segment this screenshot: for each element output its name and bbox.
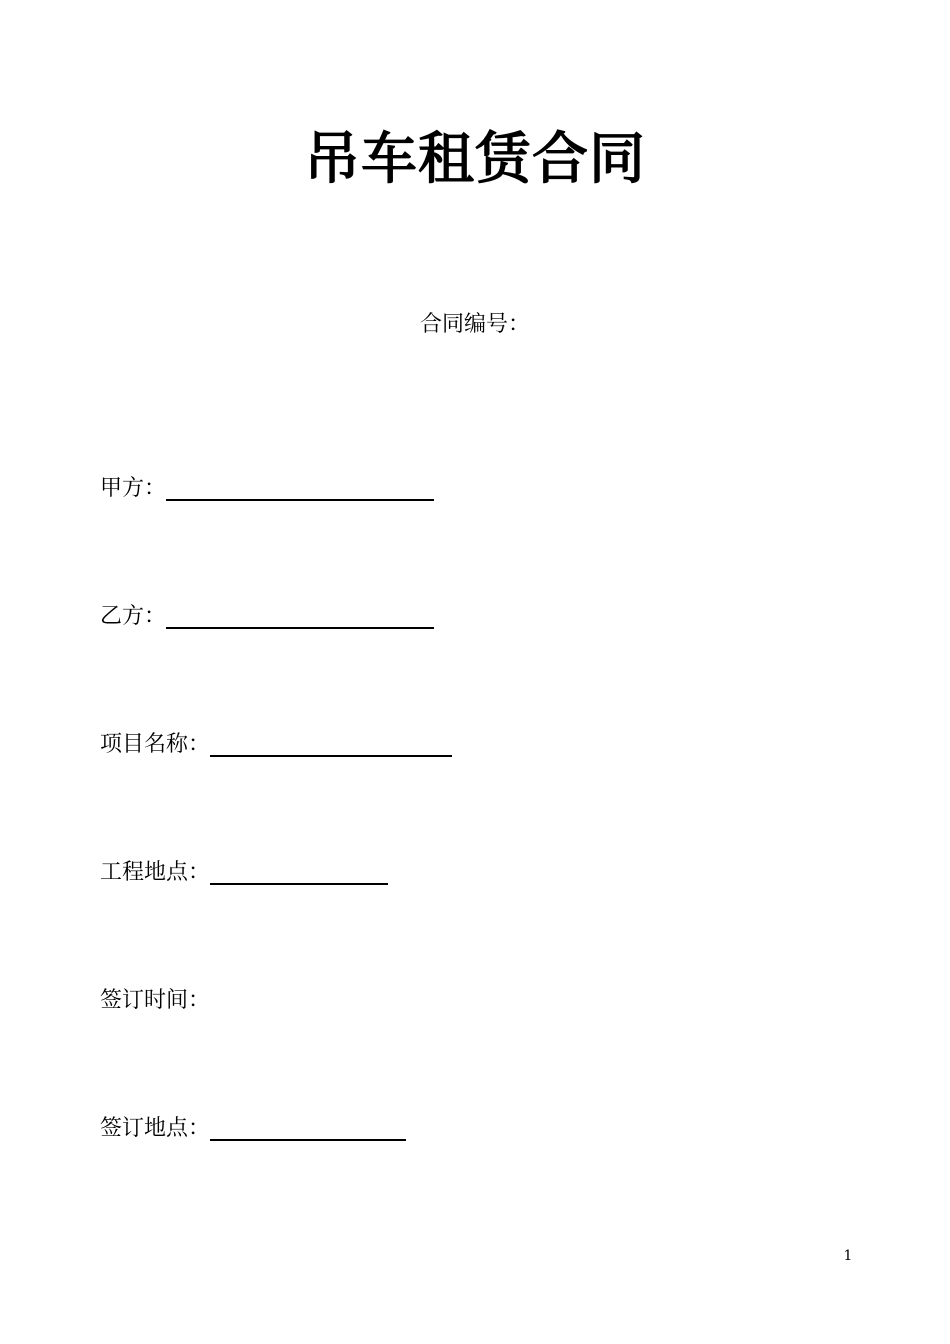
project-location-label: 工程地点： bbox=[100, 860, 211, 885]
signing-time-field bbox=[100, 984, 210, 1016]
signing-place-field bbox=[100, 1112, 406, 1144]
party-a-label: 甲方： bbox=[100, 476, 167, 501]
page-number: 1 bbox=[843, 1248, 853, 1264]
project-name-field bbox=[100, 728, 452, 760]
party-b-field bbox=[100, 600, 434, 632]
project-location-field bbox=[100, 856, 388, 888]
project-name-blank-line bbox=[210, 733, 452, 757]
party-a-blank-line bbox=[166, 477, 434, 501]
party-a-field bbox=[100, 472, 434, 504]
document-title: 吊车租赁合同 bbox=[304, 127, 646, 192]
contract-number-label: 合同编号： bbox=[419, 312, 530, 337]
project-name-label: 项目名称： bbox=[100, 732, 211, 757]
signing-time-label: 签订时间： bbox=[100, 988, 211, 1013]
party-b-blank-line bbox=[166, 605, 434, 629]
signing-place-blank-line bbox=[210, 1117, 406, 1141]
project-location-blank-line bbox=[210, 861, 388, 885]
signing-place-label: 签订地点： bbox=[100, 1116, 211, 1141]
party-b-label: 乙方： bbox=[100, 604, 167, 629]
